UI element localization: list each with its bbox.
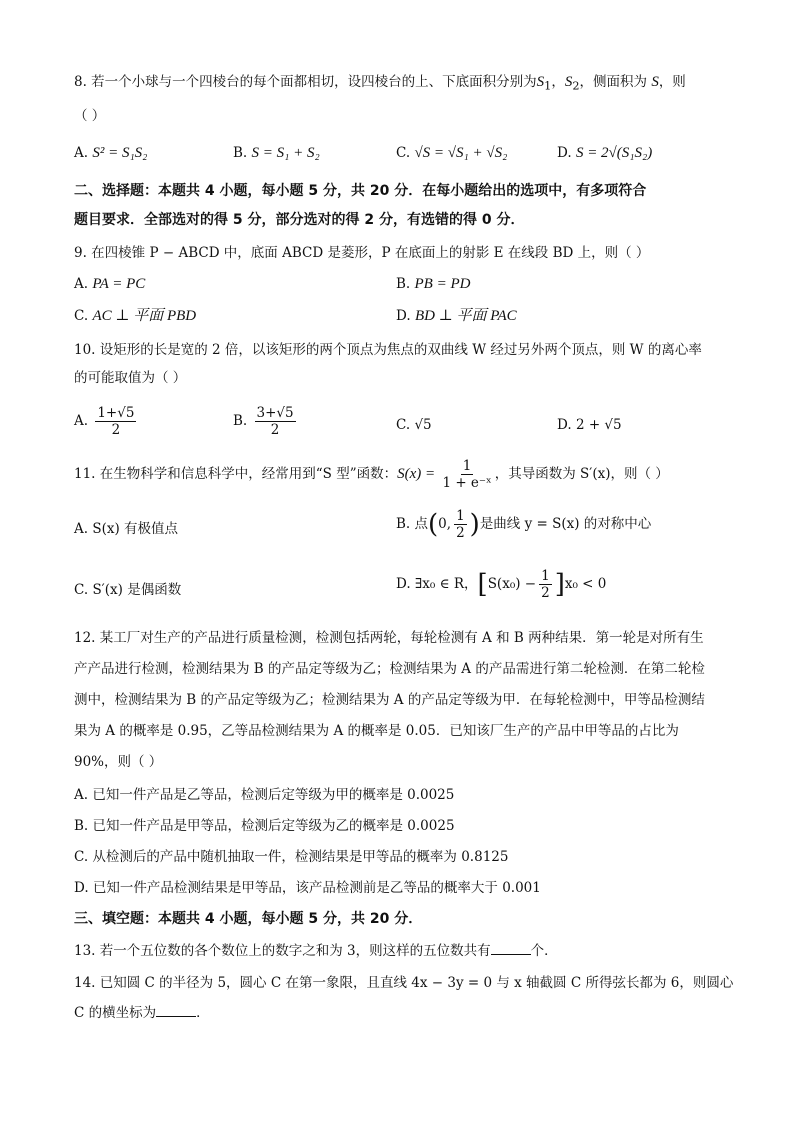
q11-option-b[interactable]: B. 点(0, $\frac{1}{2}$ )是曲线 y = S(x) 的对称中心: [396, 508, 652, 541]
q8-option-b[interactable]: B. S = S₁ + S₂: [233, 145, 320, 161]
q12-line2: 产产品进行检测，检测结果为 B 的产品定等级为乙；检测结果为 A 的产品需进行第二轮检测．在第二轮检: [74, 661, 705, 677]
section2-line1: 二、选择题：本题共 4 小题，每小题 5 分，共 20 分．在每小题给出的选项中，有多项符合: [74, 183, 647, 199]
section2-line2: 题目要求．全部选对的得 5 分，部分选对的得 2 分，有选错的得 0 分．: [74, 212, 525, 228]
q8-option-a[interactable]: A. S² = S₁S₂: [74, 145, 148, 161]
q12-option-a[interactable]: A. 已知一件产品是乙等品，检测后定等级为甲的概率是 0.0025: [74, 787, 455, 803]
q9-option-b[interactable]: B. PB = PD: [396, 276, 471, 292]
q10-line1: 10. 设矩形的长是宽的 2 倍，以该矩形的两个顶点为焦点的双曲线 W 经过另外两个顶点，则 W 的离心率: [74, 342, 702, 358]
q12-option-c[interactable]: C. 从检测后的产品中随机抽取一件，检测结果是甲等品的概率为 0.8125: [74, 849, 509, 865]
q12-line4: 果为 A 的概率是 0.95，乙等品检测结果为 A 的概率是 0.05．已知该厂生产的产品中甲等品的占比为: [74, 723, 679, 739]
q11-option-d[interactable]: D. ∃x₀ ∈ R，[S(x₀) − $\frac{1}{2}$ ]x₀ < 0: [396, 568, 607, 601]
q8-option-c[interactable]: C. √S = √S₁ + √S₂: [396, 145, 508, 161]
q9-option-a[interactable]: A. PA = PC: [74, 276, 146, 292]
q8-stem: 8. 若一个小球与一个四棱台的每个面都相切，设四棱台的上、下底面积分别为$S_1$，$S_2$，侧面积为 S，则: [74, 74, 686, 93]
q12-line5: 90%，则（ ）: [74, 754, 163, 770]
q9-stem: 9. 在四棱锥 P − ABCD 中，底面 ABCD 是菱形，P 在底面上的射影 E 在线段 BD 上，则（ ）: [74, 245, 650, 261]
q14-line1: 14. 已知圆 C 的半径为 5，圆心 C 在第一象限，且直线 4x − 3y = 0 与 x 轴截圆 C 所得弦长都为 6，则圆心: [74, 975, 734, 991]
q10-line2: 的可能取值为（ ）: [74, 370, 187, 386]
section3-title: 三、填空题：本题共 4 小题，每小题 5 分，共 20 分．: [74, 911, 423, 927]
q10-option-d[interactable]: D. 2 + √5: [557, 417, 622, 433]
q10-option-a[interactable]: A. $\frac{1+√5}{2}$: [74, 405, 135, 438]
q9-option-c[interactable]: C. AC ⊥ 平面 PBD: [74, 308, 197, 324]
q8-paren: （ ）: [74, 108, 106, 124]
q14-line2: C 的横坐标为 ．: [74, 1005, 210, 1021]
q10-option-c[interactable]: C. √5: [396, 417, 432, 433]
q11-option-a[interactable]: A. S(x) 有极值点: [74, 521, 179, 537]
q12-option-b[interactable]: B. 已知一件产品是甲等品，检测后定等级为乙的概率是 0.0025: [74, 818, 455, 834]
q14-answer-blank[interactable]: [156, 1004, 196, 1017]
q13-stem: 13. 若一个五位数的各个数位上的数字之和为 3，则这样的五位数共有 个．: [74, 943, 558, 959]
q12-line3: 测中，检测结果为 B 的产品定等级为乙；检测结果为 A 的产品定等级为甲．在每轮检测中，甲等品检测结: [74, 692, 705, 708]
q13-answer-blank[interactable]: [491, 942, 531, 955]
q9-option-d[interactable]: D. BD ⊥ 平面 PAC: [396, 308, 517, 324]
q11-option-c[interactable]: C. S′(x) 是偶函数: [74, 582, 182, 598]
q8-option-d[interactable]: D. S = 2√(S₁S₂): [557, 145, 653, 161]
q12-line1: 12. 某工厂对生产的产品进行质量检测，检测包括两轮，每轮检测有 A 和 B 两种结果．第一轮是对所有生: [74, 630, 704, 646]
q11-stem: 11. 在生物科学和信息科学中，经常用到“S 型”函数：S(x) = $\frac{1}{\text{1 + e⁻ˣ}}$ ，其导函数为 S′(x)，则（ ）: [74, 458, 669, 491]
q12-option-d[interactable]: D. 已知一件产品检测结果是甲等品，该产品检测前是乙等品的概率大于 0.001: [74, 880, 541, 896]
q10-option-b[interactable]: B. $\frac{3+√5}{2}$: [233, 405, 294, 438]
